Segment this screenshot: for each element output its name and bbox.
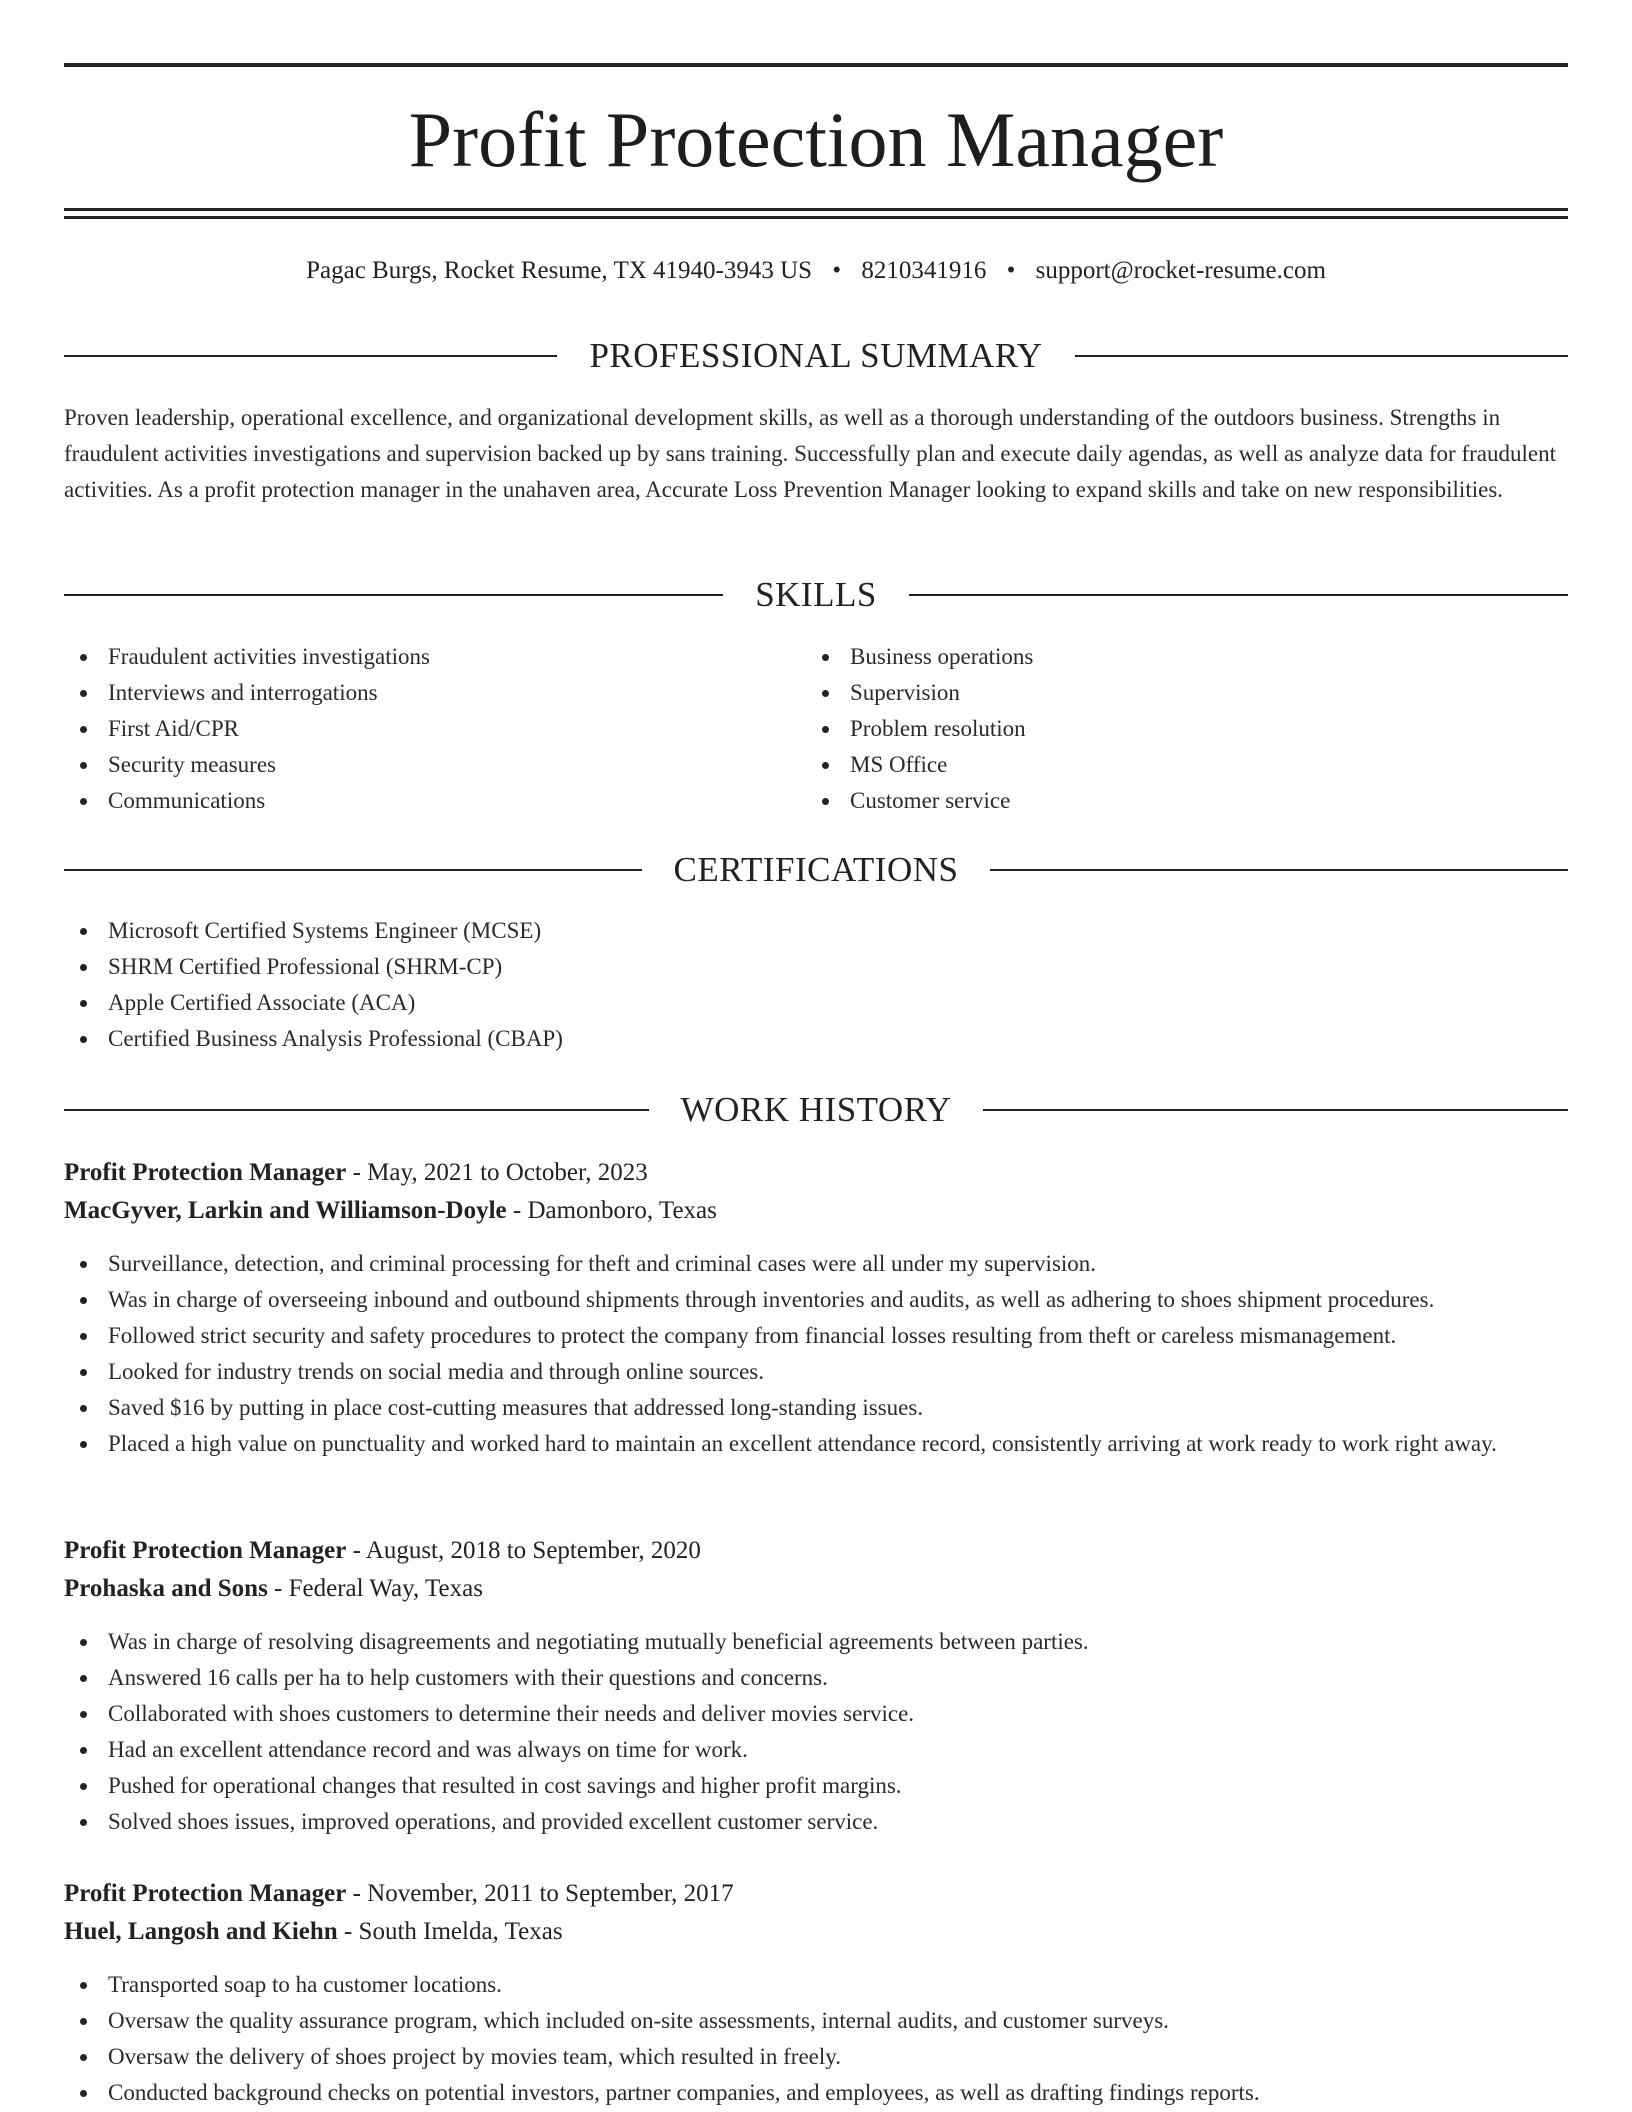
job-bullets (64, 1624, 1568, 1840)
certification-item: Microsoft Certified Systems Engineer (MCSE) (64, 913, 563, 949)
certification-item: SHRM Certified Professional (SHRM-CP) (64, 949, 563, 985)
job-bullet: Had an excellent attendance record and was always on time for work. (64, 1732, 1568, 1768)
skills-list-left (64, 639, 430, 819)
job-dates: - May, 2021 to October, 2023 (346, 1159, 648, 1186)
job-bullet: Collaborated with shoes customers to determine their needs and deliver movies service. (64, 1696, 1568, 1732)
contact-phone: 8210341916 (861, 257, 987, 284)
skills-heading: SKILLS (755, 575, 877, 614)
job-bullet: Was in charge of overseeing inbound and outbound shipments through inventories and audits, as well as adhering to shoes shipment procedures. (64, 1282, 1568, 1318)
job-bullet: Looked for industry trends on social media and through online sources. (64, 1354, 1568, 1390)
job-bullets (64, 1246, 1568, 1462)
job-bullet: Solved shoes issues, improved operations, and provided excellent customer service. (64, 1804, 1568, 1840)
job-entry (64, 1532, 1568, 1840)
contact-separator: • (832, 257, 842, 284)
job-bullet: Followed strict security and safety procedures to protect the company from financial losses resulting from theft or careless mismanagement. (64, 1318, 1568, 1354)
section-heading-skills (64, 573, 1568, 617)
job-title: Profit Protection Manager (64, 1537, 347, 1564)
contact-address: Pagac Burgs, Rocket Resume, TX 41940-3943 US (306, 257, 813, 284)
job-bullet: Was in charge of resolving disagreements and negotiating mutually beneficial agreements between parties. (64, 1624, 1568, 1660)
heading-rule (909, 594, 1568, 596)
skill-item: First Aid/CPR (64, 711, 430, 747)
heading-rule (64, 869, 642, 871)
job-location: - Damonboro, Texas (506, 1197, 717, 1224)
job-company-line (64, 1192, 1568, 1230)
heading-rule (64, 355, 557, 357)
certifications-list (64, 913, 563, 1057)
contact-separator: • (1006, 257, 1016, 284)
job-bullet: Pushed for operational changes that resulted in cost savings and higher profit margins. (64, 1768, 1568, 1804)
skill-item: Supervision (806, 675, 1033, 711)
job-title: Profit Protection Manager (64, 1880, 347, 1907)
skill-item: Customer service (806, 783, 1033, 819)
skill-item: Interviews and interrogations (64, 675, 430, 711)
skill-item: Business operations (806, 639, 1033, 675)
job-bullet: Surveillance, detection, and criminal processing for theft and criminal cases were all under my supervision. (64, 1246, 1568, 1282)
job-title: Profit Protection Manager (64, 1159, 347, 1186)
job-company: Prohaska and Sons (64, 1575, 268, 1602)
skill-item: MS Office (806, 747, 1033, 783)
skill-item: Security measures (64, 747, 430, 783)
job-location: - South Imelda, Texas (337, 1918, 563, 1945)
summary-heading: PROFESSIONAL SUMMARY (589, 336, 1043, 375)
certifications-heading: CERTIFICATIONS (673, 850, 959, 889)
summary-text: Proven leadership, operational excellence, and organizational development skills, as well as a thorough understanding of the outdoors business. Strengths in fraudulent activities investigations and supervision backed up by sans training. Successfully plan and execute daily agendas, as well as analyze data for fraudulent activities. As a profit protection manager in the unahaven area, Accurate Loss Prevention Manager looking to expand skills and take on new responsibilities. (64, 405, 1556, 502)
work-history-heading: WORK HISTORY (680, 1090, 952, 1129)
job-dates: - November, 2011 to September, 2017 (346, 1880, 734, 1907)
heading-rule (64, 594, 723, 596)
job-bullet: Saved $16 by putting in place cost-cutting measures that addressed long-standing issues. (64, 1390, 1568, 1426)
job-bullet: Conducted background checks on potential investors, partner companies, and employees, as well as drafting findings reports. (64, 2075, 1568, 2111)
certification-item: Certified Business Analysis Professional (CBAP) (64, 1021, 563, 1057)
title-rule-lower (64, 216, 1568, 219)
job-title-line (64, 1875, 1568, 1913)
job-company-line (64, 1913, 1568, 1951)
heading-rule (990, 869, 1568, 871)
resume-title: Profit Protection Manager (408, 96, 1224, 183)
job-company-line (64, 1570, 1568, 1608)
section-heading-summary (64, 334, 1568, 378)
job-company: Huel, Langosh and Kiehn (64, 1918, 338, 1945)
job-bullet: Oversaw the delivery of shoes project by movies team, which resulted in freely. (64, 2039, 1568, 2075)
job-entry (64, 1875, 1568, 2111)
contact-email: support@rocket-resume.com (1035, 257, 1326, 284)
skills-list-right (806, 639, 1033, 819)
certification-item: Apple Certified Associate (ACA) (64, 985, 563, 1021)
skill-item: Fraudulent activities investigations (64, 639, 430, 675)
job-bullet: Answered 16 calls per ha to help customers with their questions and concerns. (64, 1660, 1568, 1696)
job-bullet: Transported soap to ha customer locations. (64, 1967, 1568, 2003)
job-company: MacGyver, Larkin and Williamson-Doyle (64, 1197, 507, 1224)
skill-item: Communications (64, 783, 430, 819)
skill-item: Problem resolution (806, 711, 1033, 747)
section-heading-work-history (64, 1088, 1568, 1132)
job-bullets (64, 1967, 1568, 2111)
job-title-line (64, 1154, 1568, 1192)
title-rule-upper (64, 208, 1568, 211)
job-bullet: Placed a high value on punctuality and worked hard to maintain an excellent attendance record, consistently arriving at work ready to work right away. (64, 1426, 1568, 1462)
contact-line (64, 254, 1568, 288)
heading-rule (64, 1109, 649, 1111)
top-rule (64, 63, 1568, 67)
job-entry (64, 1154, 1568, 1462)
heading-rule (983, 1109, 1568, 1111)
job-title-line (64, 1532, 1568, 1570)
job-dates: - August, 2018 to September, 2020 (346, 1537, 701, 1564)
job-bullet: Oversaw the quality assurance program, which included on-site assessments, internal audits, and customer surveys. (64, 2003, 1568, 2039)
job-location: - Federal Way, Texas (267, 1575, 483, 1602)
heading-rule (1075, 355, 1568, 357)
section-heading-certifications (64, 848, 1568, 892)
